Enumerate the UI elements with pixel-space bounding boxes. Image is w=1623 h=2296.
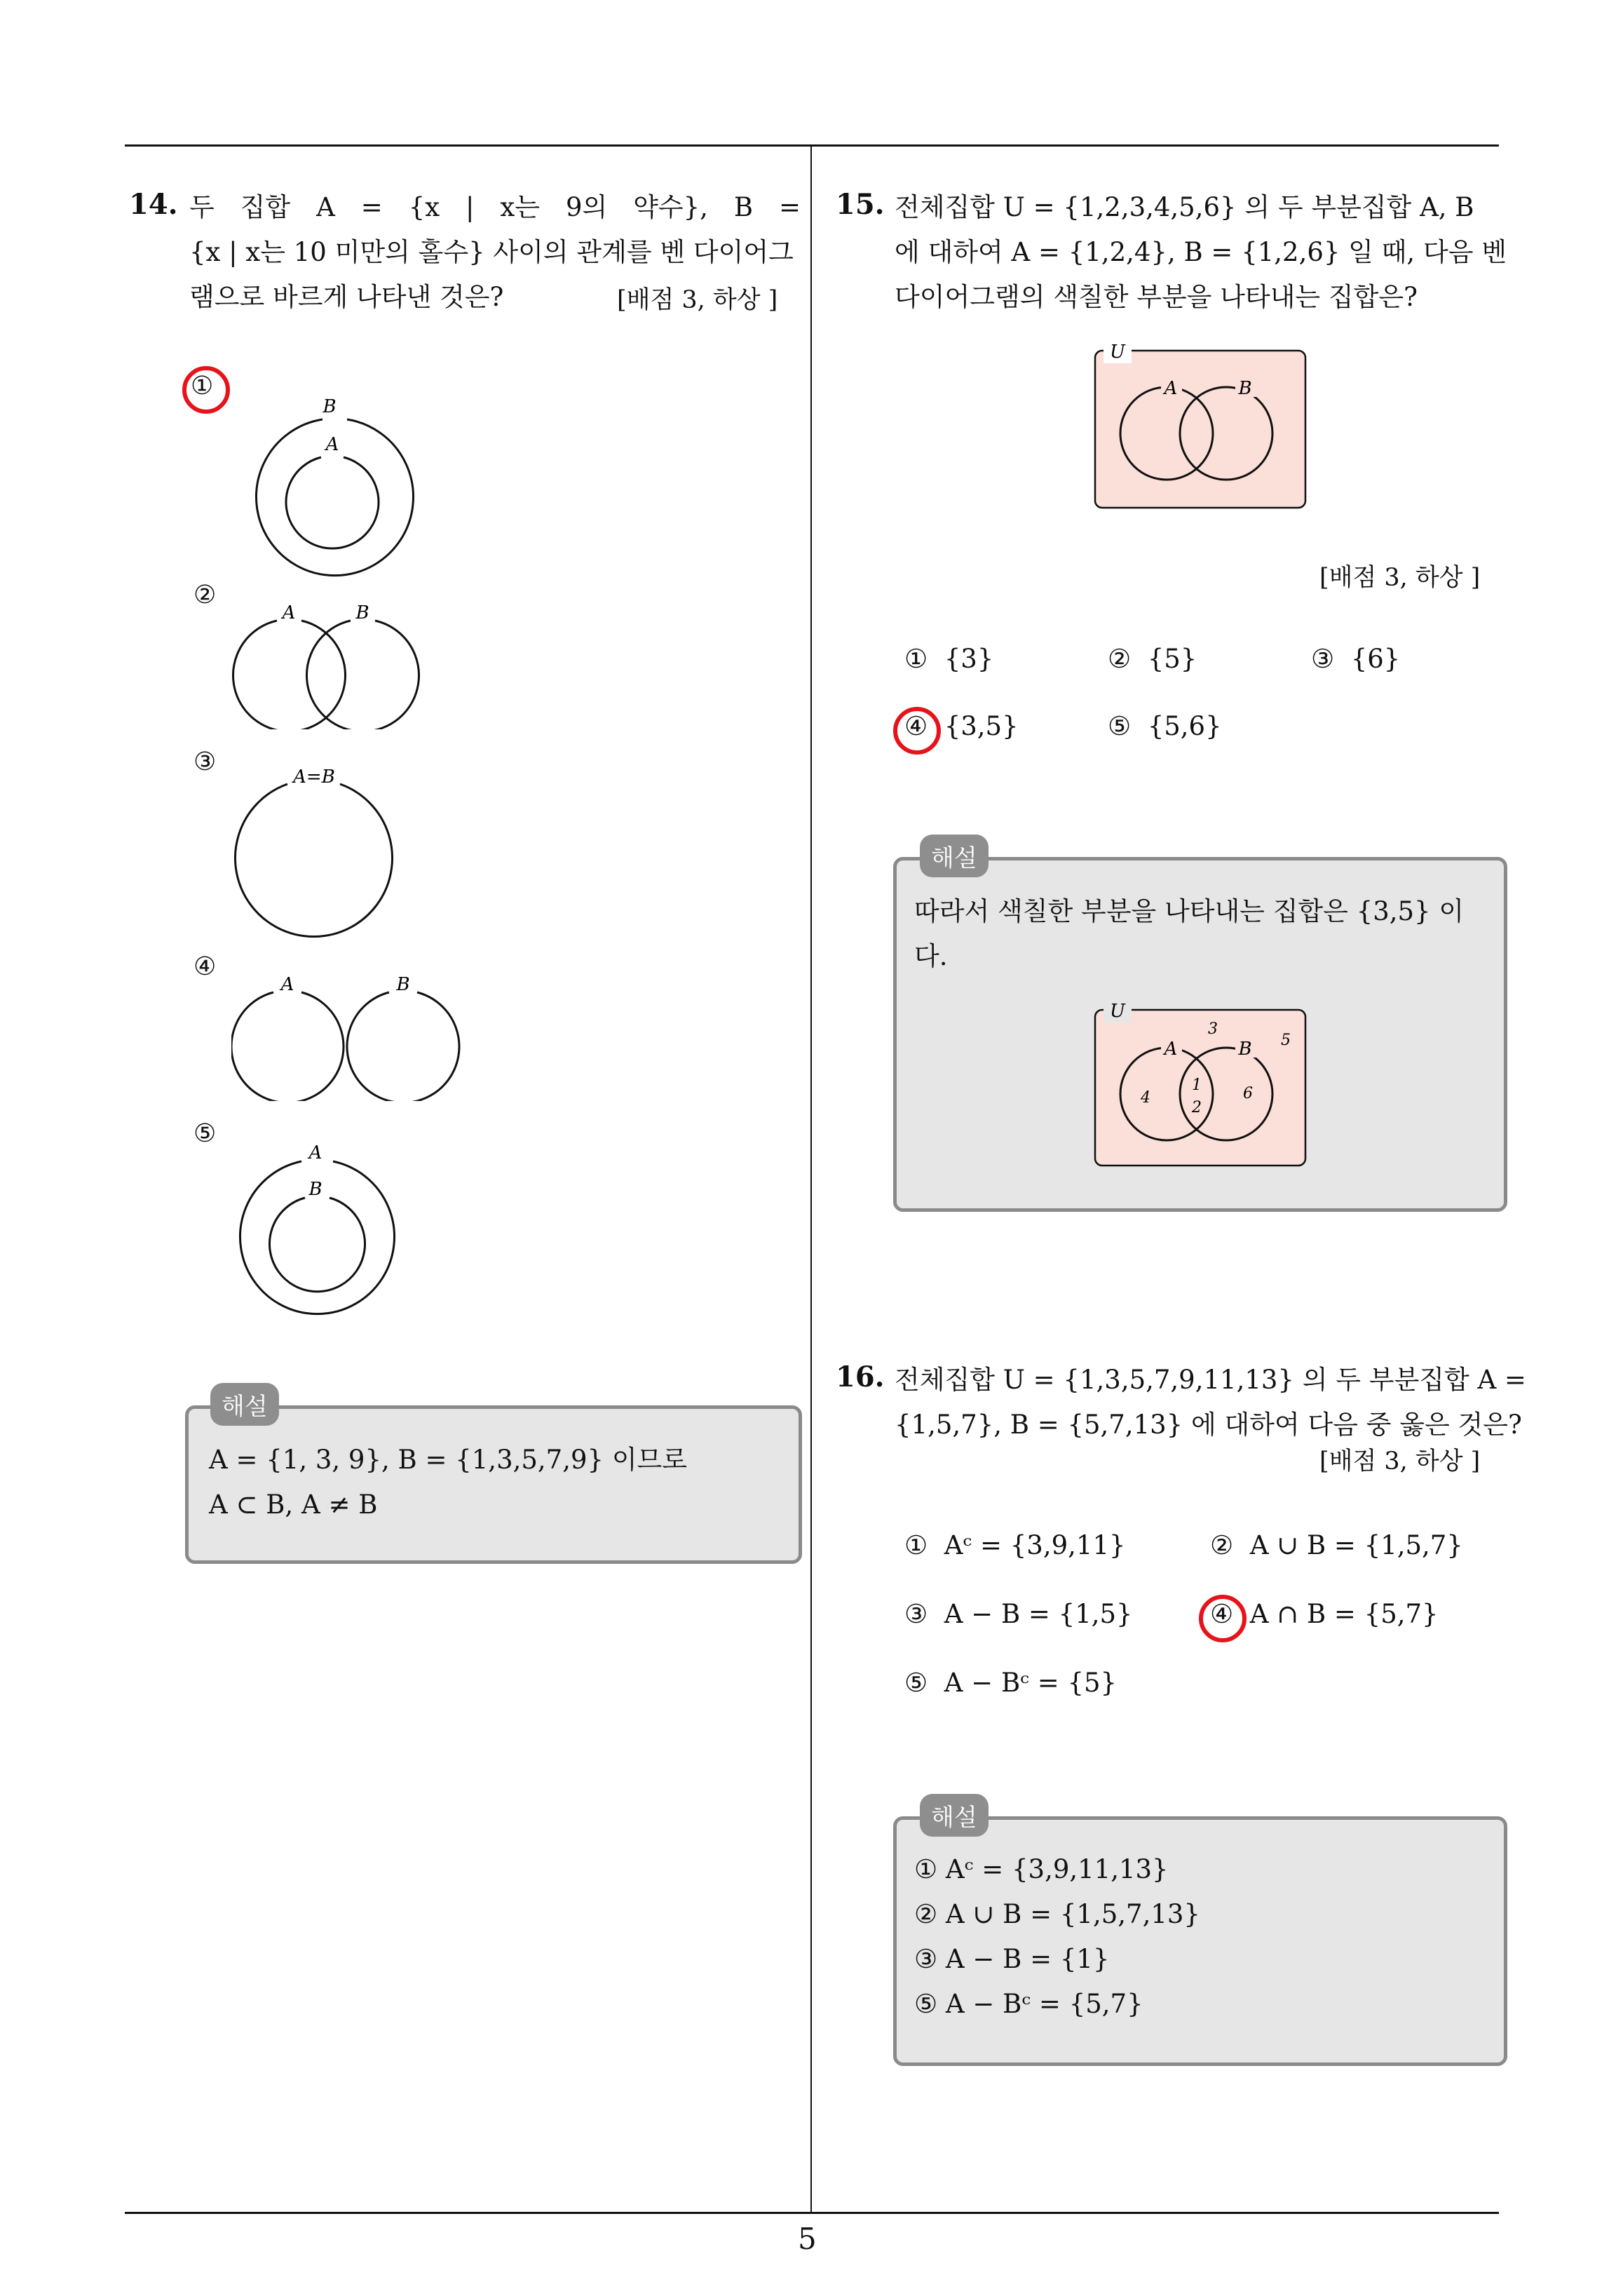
q14-explanation-line2: A ⊂ B, A ≠ B: [209, 1490, 378, 1520]
q15-option1-label: ①: [904, 644, 928, 674]
q15-exp-venn-universe-label: U: [1110, 1001, 1125, 1022]
q15-explanation-line1: 따라서 색칠한 부분을 나타내는 집합은 {3,5} 이: [914, 896, 1465, 926]
q14-answer-mark: [182, 366, 230, 414]
q16-option1[interactable]: [904, 1530, 1126, 1560]
q16-explanation-line4: ⑤ A − Bᶜ = {5,7}: [914, 1989, 1143, 2019]
q14-option1-label[interactable]: ①: [191, 372, 214, 400]
q14-option5-diagram[interactable]: [231, 1142, 400, 1317]
q14-option5-outer-label: A: [308, 1142, 322, 1163]
page-number: 5: [798, 2222, 817, 2256]
q16-option4-text: A ∩ B = {5,7}: [1249, 1599, 1439, 1629]
q14-option5-inner-label: B: [308, 1179, 322, 1200]
top-rule: [125, 144, 1499, 147]
column-divider: [810, 144, 812, 2213]
q15-option3-text: {6}: [1350, 644, 1401, 674]
q16-answer-mark: [1199, 1595, 1247, 1642]
q15-option2-label: ②: [1108, 644, 1132, 674]
q16-line1: 전체집합 U = {1,3,5,7,9,11,13} 의 두 부분집합 A =: [895, 1365, 1526, 1395]
q14-option2-diagram[interactable]: [231, 603, 421, 729]
q15-option2-text: {5}: [1147, 644, 1197, 674]
q16-meta: [배점 3, 하상 ]: [1319, 1447, 1481, 1475]
q15-line3: 다이어그램의 색칠한 부분을 나타내는 집합은?: [895, 282, 1418, 312]
q14-number: 14.: [129, 188, 178, 221]
q14-option2-label[interactable]: ②: [193, 581, 217, 609]
q15-venn-b-label: B: [1238, 378, 1252, 399]
q14-option1-inner-label: A: [325, 434, 339, 455]
q16-option2-text: A ∪ B = {1,5,7}: [1249, 1530, 1463, 1560]
q14-option3-label-ab: A=B: [293, 767, 335, 788]
q15-option5-label: ⑤: [1108, 711, 1132, 741]
q14-option3-diagram[interactable]: [231, 766, 400, 941]
q15-exp-venn-b-label: B: [1238, 1039, 1252, 1060]
q14-option4-diagram[interactable]: [231, 975, 470, 1101]
q15-option5[interactable]: [1108, 711, 1222, 741]
q15-exp-venn-both-1: 1: [1192, 1076, 1202, 1094]
q16-option1-text: Aᶜ = {3,9,11}: [944, 1530, 1126, 1560]
q16-option5[interactable]: [904, 1668, 1117, 1698]
q15-exp-venn-outside-5: 5: [1281, 1032, 1291, 1049]
q15-option3[interactable]: [1311, 644, 1400, 674]
q15-exp-venn-a-label: A: [1164, 1039, 1178, 1060]
q16-option1-label: ①: [904, 1530, 928, 1560]
q15-exp-venn-only-a: 4: [1141, 1089, 1150, 1107]
q16-option2-label: ②: [1210, 1530, 1234, 1560]
q16-option4-label: ④: [1210, 1599, 1234, 1629]
q14-line3: 램으로 바르게 나타낸 것은?: [189, 282, 504, 312]
q14-option4-right-label: B: [396, 975, 410, 995]
q14-explanation-tag: 해설: [210, 1383, 279, 1426]
q14-line2: {x | x는 10 미만의 홀수} 사이의 관계를 벤 다이어그: [189, 237, 794, 267]
q16-explanation-line2: ② A ∪ B = {1,5,7,13}: [914, 1899, 1200, 1929]
q15-exp-venn-outside-3: 3: [1208, 1020, 1218, 1038]
q16-option5-text: A − Bᶜ = {5}: [944, 1668, 1118, 1698]
q15-venn-diagram: [1089, 335, 1314, 518]
q16-explanation-line3: ③ A − B = {1}: [914, 1944, 1110, 1974]
q14-option2-right-label: B: [355, 603, 369, 623]
q15-option1[interactable]: [904, 644, 993, 674]
q15-exp-venn-only-b: 6: [1243, 1085, 1253, 1102]
q16-explanation-tag: 해설: [920, 1794, 989, 1837]
q15-option4-label: ④: [904, 711, 928, 741]
q15-option2[interactable]: [1108, 644, 1197, 674]
q14-option1-outer-label: B: [322, 396, 337, 417]
q15-exp-venn-both-2: 2: [1192, 1099, 1202, 1116]
q15-answer-mark: [893, 707, 941, 755]
q15-explanation-tag: 해설: [920, 835, 989, 877]
q14-meta: [배점 3, 하상 ]: [617, 286, 778, 314]
q15-venn-universe-label: U: [1110, 342, 1125, 363]
q14-option1-diagram[interactable]: [238, 393, 421, 582]
q15-number: 15.: [836, 188, 885, 221]
q16-option3-text: A − B = {1,5}: [944, 1599, 1133, 1629]
q15-line2: 에 대하여 A = {1,2,4}, B = {1,2,6} 일 때, 다음 벤: [895, 237, 1507, 267]
q16-line2: {1,5,7}, B = {5,7,13} 에 대하여 다음 중 옳은 것은?: [895, 1410, 1522, 1440]
q15-option5-text: {5,6}: [1147, 711, 1222, 741]
q16-explanation-line1: ① Aᶜ = {3,9,11,13}: [914, 1854, 1169, 1884]
q14-line1: 두 집합 A = {x | x는 9의 약수}, B =: [189, 192, 801, 222]
q15-explanation-venn: [1089, 994, 1314, 1177]
q14-option4-left-label: A: [280, 975, 294, 995]
q16-option2[interactable]: [1210, 1530, 1463, 1560]
q14-option2-left-label: A: [282, 603, 296, 623]
q15-option4-text: {3,5}: [944, 711, 1019, 741]
q16-option3-label: ③: [904, 1599, 928, 1629]
q16-option5-label: ⑤: [904, 1668, 928, 1698]
q15-meta: [배점 3, 하상 ]: [1319, 564, 1481, 592]
q15-venn-a-label: A: [1164, 378, 1178, 399]
q16-number: 16.: [836, 1360, 885, 1393]
q14-option4-label[interactable]: ④: [193, 952, 217, 981]
q15-explanation-line2: 다.: [914, 941, 948, 971]
q15-option3-label: ③: [1311, 644, 1335, 674]
q14-option5-label[interactable]: ⑤: [193, 1119, 217, 1148]
q15-option1-text: {3}: [944, 644, 994, 674]
q15-line1: 전체집합 U = {1,2,3,4,5,6} 의 두 부분집합 A, B: [895, 192, 1474, 222]
q14-option3-label[interactable]: ③: [193, 748, 217, 776]
bottom-rule: [125, 2212, 1499, 2214]
q16-option3[interactable]: [904, 1599, 1133, 1629]
q14-explanation-line1: A = {1, 3, 9}, B = {1,3,5,7,9} 이므로: [209, 1445, 688, 1475]
